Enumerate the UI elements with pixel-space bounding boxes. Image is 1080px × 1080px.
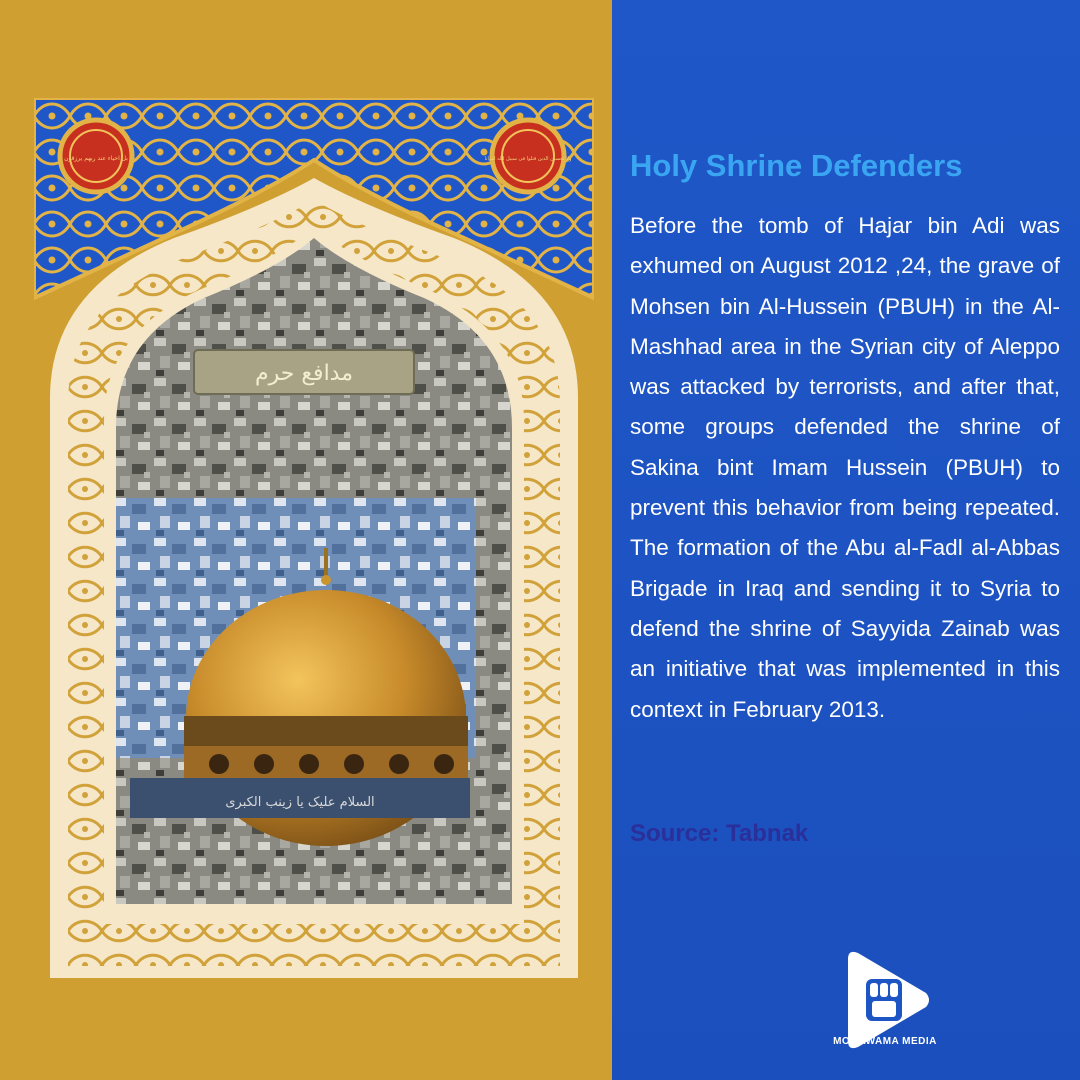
- patch-text: مدافع حرم: [254, 361, 354, 386]
- right-medallion-text: ولا تحسبن الذین قتلوا فی سبیل الله امواتا: [484, 156, 572, 162]
- banner-text: السلام علیک یا زینب الکبری: [225, 795, 375, 810]
- article-source: Source: Tabnak: [630, 820, 809, 847]
- article-title: Holy Shrine Defenders: [630, 148, 963, 183]
- left-medallion-text: بل احیاء عند ربهم یرزقون: [64, 155, 128, 162]
- shrine-artwork: [34, 98, 594, 978]
- article-body: Before the tomb of Hajar bin Adi was exhumed on August 2012 ,24, the grave of Mohsen bin Al-Hussein (PBUH) in the Al-Mashhad area in the Syrian city of Aleppo was attacked by terrorists, and after that, some groups defended the shrine of Sakina bint Imam Hussein (PBUH) to prevent this behavior from being repeated. The formation of the Abu al-Fadl al-Abbas Brigade in Iraq and sending it to Syria to defend the shrine of Sayyida Zainab was an initiative that was implemented in this context in February 2013.: [630, 213, 1060, 722]
- brand-name: MOQAWAMA MEDIA: [833, 1036, 937, 1047]
